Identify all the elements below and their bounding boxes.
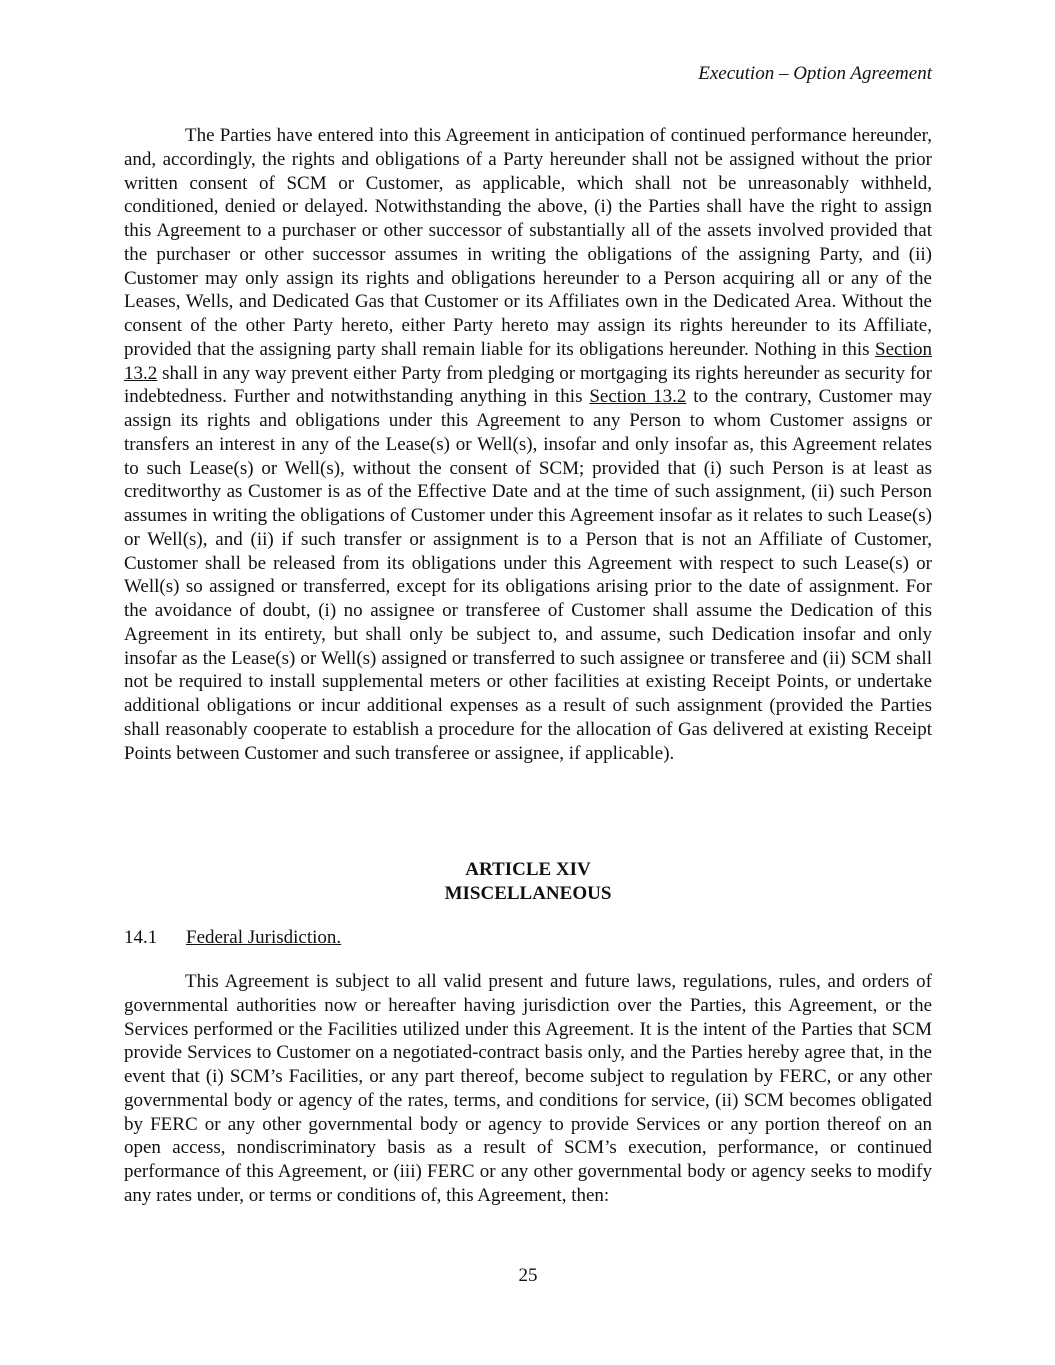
section-reference-link: Section 13.2 — [589, 386, 687, 408]
federal-jurisdiction-paragraph: This Agreement is subject to all valid present and future laws, regulations, rules, and orders of governmental authorities now or hereafter having jurisdiction over the Parties, this Agreement, or the Services performed or the Facilities utilized under this Agreement. It is the intent of the Parties that SCM provide Services to Customer on a negotiated-contract basis only, and the Parties hereby agree that, in the event that (i) SCM’s Facilities, or any part thereof, become subject to regulation by FERC, or any other governmental body or agency of the rates, terms, and conditions for service, (ii) SCM becomes obligated by FERC or any other governmental body or agency to provide Services or any portion thereof on an open access, nondiscriminatory basis as a result of SCM’s execution, performance, or continued performance of this Agreement, or (iii) FERC or any other governmental body or agency seeks to modify any rates under, or terms or conditions of, this Agreement, then: — [124, 971, 932, 1206]
paragraph-text: shall in any way prevent either Party from pledging or mortgaging its rights hereunder as security for indebtedness. Further and notwithstanding anything in this — [124, 362, 932, 408]
section-number: 14.1 — [124, 927, 158, 948]
article-title: MISCELLANEOUS — [444, 883, 612, 904]
running-header: Execution – Option Agreement — [698, 63, 932, 84]
paragraph-text: to the contrary, Customer may assign its rights and obligations under this Agreement to any Person to whom Customer assigns or transfers an interest in any of the Lease(s) or Well(s), insofar and only insofar as, this Agreement relates to such Lease(s) or Well(s), without the consent of SCM; provided that (i) such Person is at least as creditworthy as Customer is as of the Effective Date and at the time of such assignment, (ii) such Person assumes in writing the obligations of Customer under this Agreement insofar as it relates to such Lease(s) or Well(s), and (ii) if such transfer or assignment is to a Person that is not an Affiliate of Customer, Customer shall be released from its obligations under this Agreement with respect to such Lease(s) or Well(s) so assigned or transferred, except for its obligations arising prior to the date of assignment. For the avoidance of doubt, (i) no assignee or transferee of Customer shall assume the Dedication of this Agreement in its entirety, but shall only be subject to, and assume, such Dedication insofar and only insofar as the Lease(s) or Well(s) assigned or transferred to such assignee or transferee and (ii) SCM shall not be required to install supplemental meters or other facilities at existing Receipt Points, or undertake additional obligations or incur additional expenses as a result of such assignment (provided the Parties shall reasonably cooperate to establish a procedure for the allocation of Gas delivered at existing Receipt Points between Customer and such transferee or assignee, if applicable). — [124, 386, 933, 764]
paragraph-text: The Parties have entered into this Agreement in anticipation of continued performance hereunder, and, accordingly, the rights and obligations of a Party hereunder shall not be assigned without the prior written consent of SCM or Customer, as applicable, which shall not be unreasonably withheld, conditioned, denied or delayed. Notwithstanding the above, (i) the Parties shall have the right to assign this Agreement to a purchaser or other successor of substantially all of the assets involved provided that the purchaser or other successor assumes in writing the obligations of the assigning Party, and (ii) Customer may only assign its rights and obligations hereunder to a Person acquiring all or any of the Leases, Wells, and Dedicated Gas that Customer or its Affiliates own in the Dedicated Area. Without the consent of the other Party hereto, either Party hereto may assign its rights hereunder to its Affiliate, provided that the assigning party shall remain liable for its obligations hereunder. Nothing in this — [124, 125, 932, 360]
section-title: Federal Jurisdiction. — [186, 927, 342, 948]
assignment-paragraph — [124, 124, 932, 765]
document-page — [124, 0, 932, 1365]
article-number: ARTICLE XIV — [465, 859, 591, 880]
section-heading — [124, 926, 341, 950]
article-heading — [124, 858, 932, 906]
page-number: 25 — [518, 1265, 538, 1286]
section-reference-link: Section 13.2 — [124, 338, 932, 384]
